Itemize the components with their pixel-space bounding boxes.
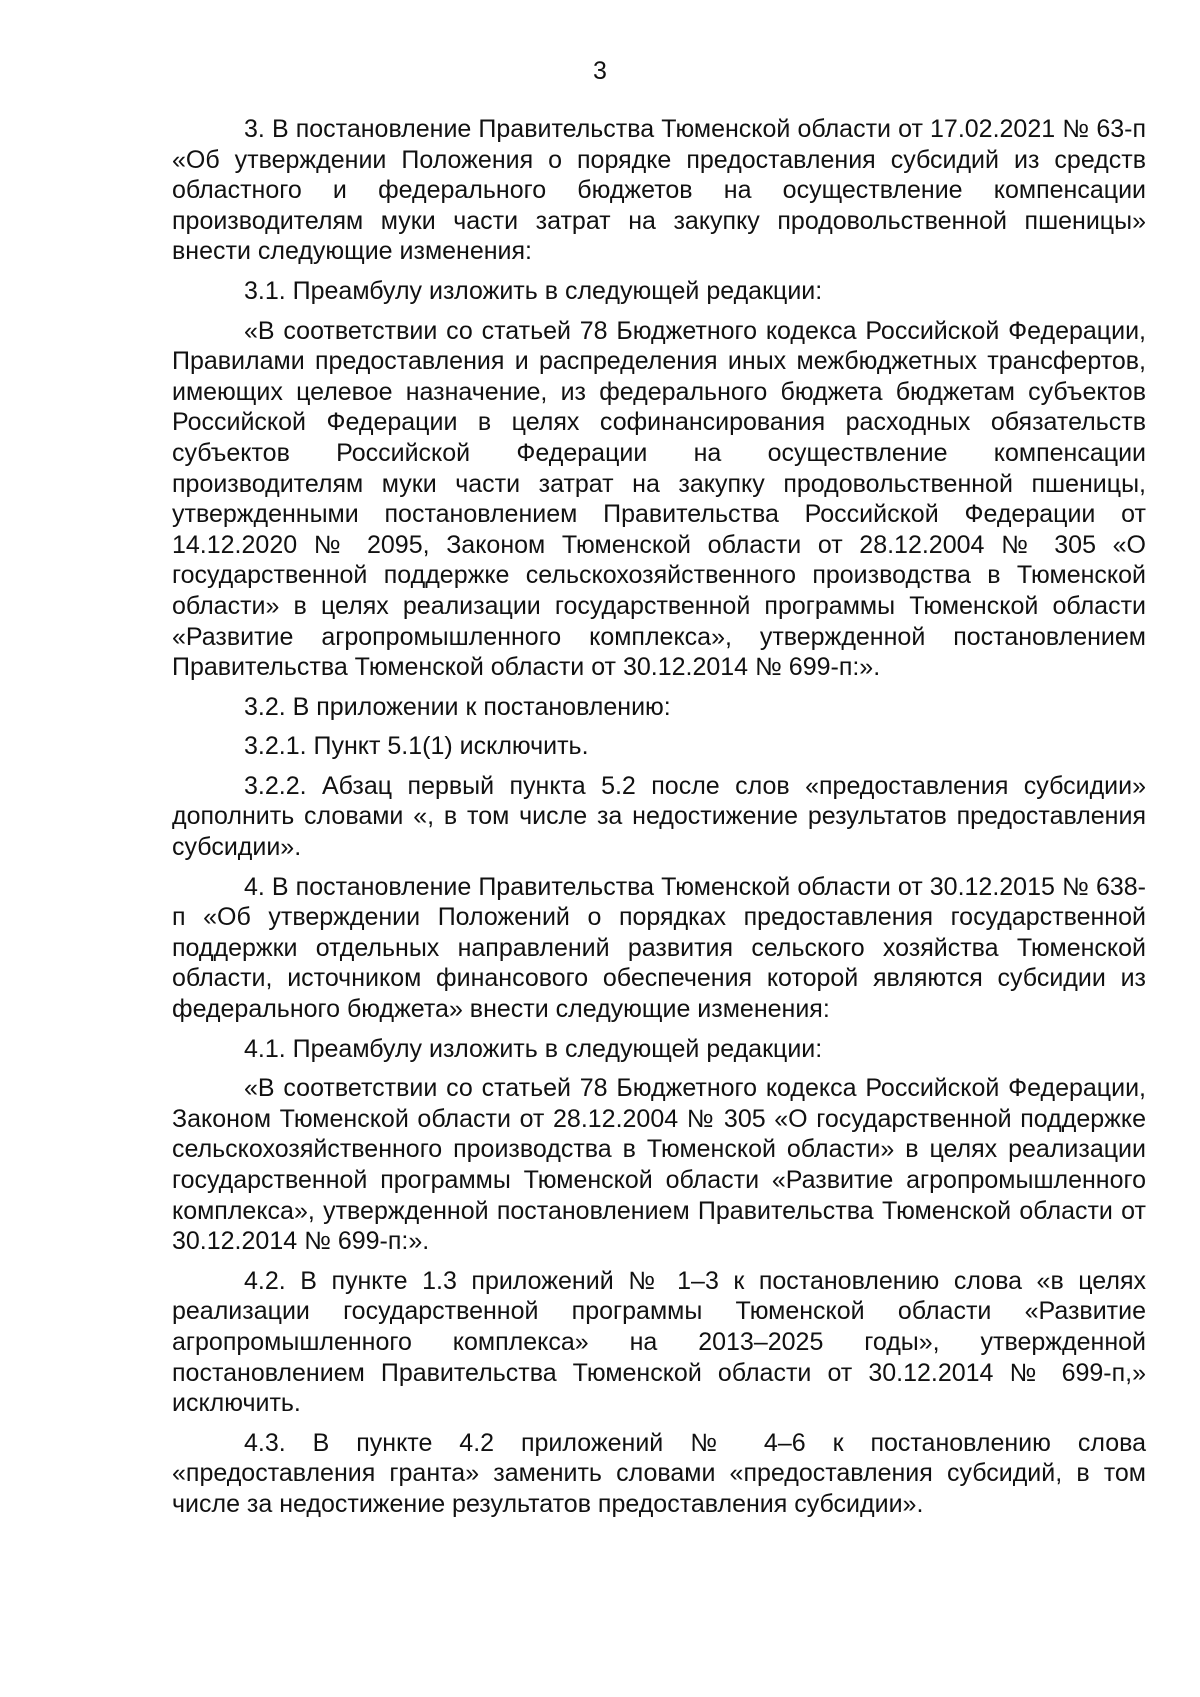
page-number: 3 (593, 57, 607, 85)
paragraph-3-1: 3.1. Преамбулу изложить в следующей редакции: (244, 276, 823, 305)
paragraph-3: 3. В постановление Правительства Тюменской области от 17.02.2021 № 63-п «Об утверждении Положения о порядке предоставления субсидий из средств областного и федерального бюджетов на осуществление компенсации производителям муки части затрат на закупку продовольственной пшеницы» внести следующие изменения: (172, 115, 1146, 266)
paragraph-3-2-2: 3.2.2. Абзац первый пункта 5.2 после слов «предоставления субсидии» дополнить словами «, в том числе за недостижение результатов предоставления субсидии». (172, 771, 1146, 862)
document-body (172, 114, 1146, 1529)
paragraph-3-1-preamble: «В соответствии со статьей 78 Бюджетного кодекса Российской Федерации, Правилами предоставления и распределения иных межбюджетных трансфертов, имеющих целевое назначение, из федерального бюджета бюджетам субъектов Российской Федерации в целях софинансирования расходных обязательств субъектов Российской Федерации на осуществление компенсации производителям муки части затрат на закупку продовольственной пшеницы, утвержденными постановлением Правительства Российской Федерации от 14.12.2020 № 2095, Законом Тюменской области от 28.12.2004 № 305 «О государственной поддержке сельскохозяйственного производства в Тюменской области» в целях реализации государственной программы Тюменской области «Развитие агропромышленного комплекса», утвержденной постановлением Правительства Тюменской области от 30.12.2014 № 699-п:». (172, 316, 1146, 682)
paragraph-4-3: 4.3. В пункте 4.2 приложений № 4–6 к постановлению слова «предоставления гранта» заменить словами «предоставления субсидий, в том числе за недостижение результатов предоставления субсидии». (172, 1428, 1146, 1518)
paragraph-4: 4. В постановление Правительства Тюменской области от 30.12.2015 № 638-п «Об утверждении Положений о порядках предоставления государственной поддержки отдельных направлений развития сельского хозяйства Тюменской области, источником финансового обеспечения которой являются субсидии из федерального бюджета» внести следующие изменения: (172, 872, 1146, 1024)
paragraph-4-1-preamble: «В соответствии со статьей 78 Бюджетного кодекса Российской Федерации, Законом Тюменской области от 28.12.2004 № 305 «О государственной поддержке сельскохозяйственного производства в Тюменской области» в целях реализации государственной программы Тюменской области «Развитие агропромышленного комплекса», утвержденной постановлением Правительства Тюменской области от 30.12.2014 № 699-п:». (172, 1074, 1146, 1256)
paragraph-4-2: 4.2. В пункте 1.3 приложений № 1–3 к постановлению слова «в целях реализации государственной программы Тюменской области «Развитие агропромышленного комплекса» на 2013–2025 годы», утвержденной постановлением Правительства Тюменской области от 30.12.2014 № 699-п,» исключить. (172, 1266, 1146, 1418)
paragraph-3-2-1: 3.2.1. Пункт 5.1(1) исключить. (244, 732, 589, 761)
paragraph-3-2: 3.2. В приложении к постановлению: (244, 692, 671, 721)
paragraph-4-1: 4.1. Преамбулу изложить в следующей редакции: (244, 1034, 823, 1063)
